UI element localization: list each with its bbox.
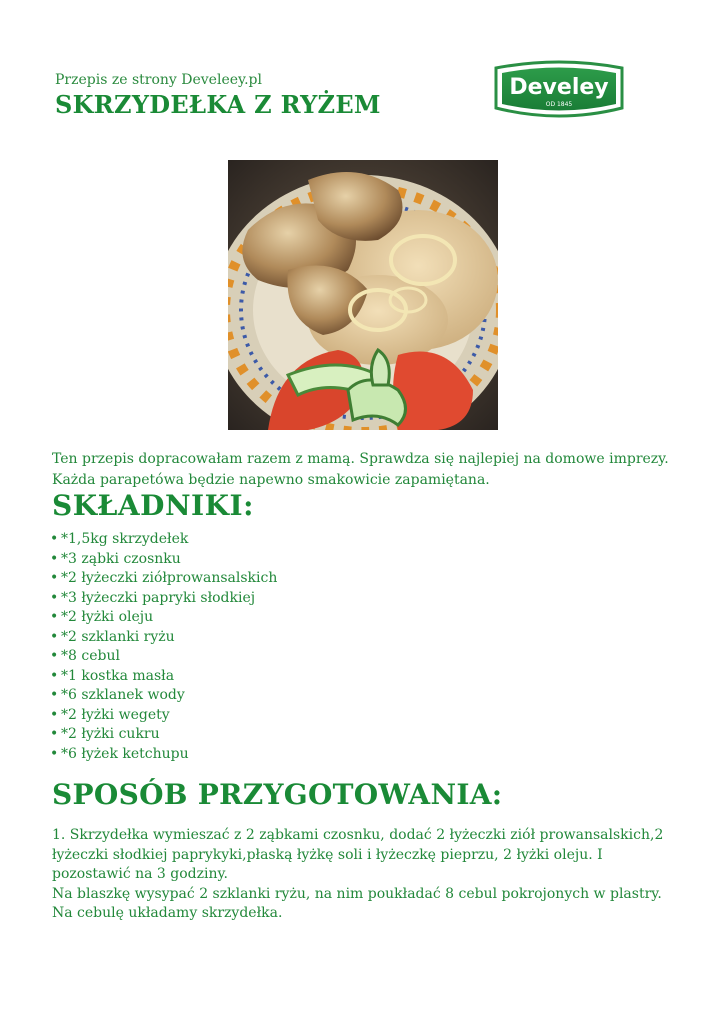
logo-since: OD 1845 <box>545 101 573 108</box>
bullet-icon: • <box>50 589 59 606</box>
list-item <box>50 550 277 570</box>
ingredient-text: *6 szklanek wody <box>61 687 185 703</box>
ingredient-text: *2 łyżki wegety <box>61 706 170 723</box>
ingredients-heading: SKŁADNIKI: <box>52 489 254 522</box>
source-text: Przepis ze strony Develeey.pl <box>55 72 262 88</box>
bullet-icon: • <box>50 628 59 645</box>
ingredient-text: *2 łyżki oleju <box>61 609 154 625</box>
food-photo-icon <box>228 160 498 430</box>
bullet-icon: • <box>50 570 59 586</box>
list-item <box>50 667 277 687</box>
intro-text: Ten przepis dopracowałam razem z mamą. Sprawdza się najlepiej na domowe imprezy. Każda parapetówa będzie napewno smakowicie zapamiętana. <box>52 451 669 488</box>
list-item <box>50 745 277 765</box>
food-photo <box>228 160 498 430</box>
preparation-steps <box>52 826 682 924</box>
bullet-icon: • <box>50 745 59 762</box>
list-item <box>50 589 277 609</box>
ingredient-text: *3 łyżeczki papryki słodkiej <box>61 589 256 606</box>
ingredient-text: *8 cebul <box>61 648 120 664</box>
step-paragraph: 1. Skrzydełka wymieszać z 2 ząbkami czosnku, dodać 2 łyżeczki ziół prowansalskich,2 łyżeczki słodkiej paprykyki,płaską łyżkę soli i łyżeczkę pieprzu, 2 łyżki oleju. I pozostawić na 3 godziny. <box>52 827 664 882</box>
ingredient-text: *6 łyżek ketchupu <box>61 745 189 762</box>
ingredient-text: *1,5kg skrzydełek <box>61 531 189 547</box>
list-item <box>50 530 277 550</box>
ingredient-text: *2 łyżki cukru <box>61 726 160 742</box>
ingredient-text: *1 kostka masła <box>61 667 175 684</box>
bullet-icon: • <box>50 667 59 684</box>
step-paragraph: Na blaszkę wysypać 2 szklanki ryżu, na nim poukładać 8 cebul pokrojonych w plastry. Na cebulę układamy skrzydełka. <box>52 885 662 921</box>
list-item <box>50 569 277 589</box>
logo-brand: Develey <box>509 75 609 100</box>
develey-logo <box>490 58 628 122</box>
ingredient-text: *2 łyżeczki ziółprowansalskich <box>61 570 278 586</box>
ingredients-list <box>50 530 277 764</box>
ingredient-text: *2 szklanki ryżu <box>61 628 175 645</box>
list-item <box>50 686 277 706</box>
list-item <box>50 628 277 648</box>
list-item <box>50 608 277 628</box>
list-item <box>50 647 277 667</box>
bullet-icon: • <box>50 550 59 567</box>
list-item <box>50 706 277 726</box>
bullet-icon: • <box>50 648 59 664</box>
bullet-icon: • <box>50 706 59 723</box>
ingredient-text: *3 ząbki czosnku <box>61 550 181 567</box>
recipe-title: SKRZYDEŁKA Z RYŻEM <box>55 90 381 119</box>
bullet-icon: • <box>50 531 59 547</box>
bullet-icon: • <box>50 726 59 742</box>
bullet-icon: • <box>50 609 59 625</box>
list-item <box>50 725 277 745</box>
bullet-icon: • <box>50 687 59 703</box>
preparation-heading: SPOSÓB PRZYGOTOWANIA: <box>52 778 503 811</box>
